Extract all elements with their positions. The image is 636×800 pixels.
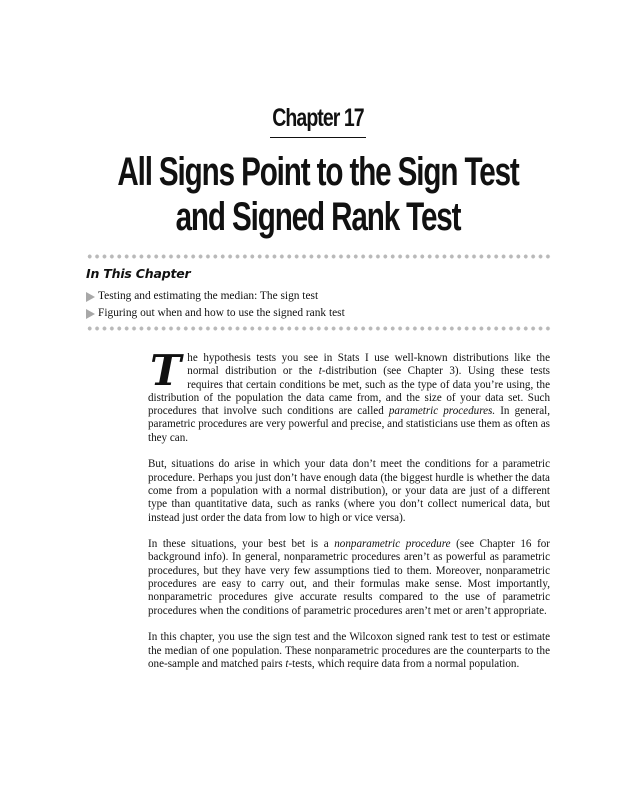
chapter-label: Chapter 17 bbox=[272, 104, 364, 132]
intro-paragraph-2: But, situations do arise in which your data don’t meet the conditions for a parametric procedure. Perhaps you just don’t have enough data (the biggest hurdle is whether the data come from a population with a normal distribution), or your data are just of a different type than quantitative data, such as ranks (where you don’t collect numerical data, but instead just order the data from low to high or vice versa). bbox=[148, 458, 550, 524]
italic-term: nonparametric procedure bbox=[334, 538, 451, 551]
chapter-title-line-2: and Signed Rank Test bbox=[175, 195, 461, 239]
chapter-title bbox=[0, 150, 636, 240]
intro-paragraph-1 bbox=[148, 346, 550, 445]
topic-text: Figuring out when and how to use the signed rank test bbox=[98, 307, 345, 319]
chapter-rule bbox=[270, 137, 366, 138]
list-item bbox=[86, 288, 345, 305]
intro-paragraph-3 bbox=[148, 538, 550, 618]
italic-term: t bbox=[285, 657, 289, 670]
text-run: In general, parametric procedures are very powerful and precise, and statisticians use them as often as they can. bbox=[148, 405, 550, 444]
triangle-bullet-icon bbox=[86, 309, 95, 319]
dotted-divider-bottom bbox=[86, 326, 552, 331]
text-run: (see Chapter 16 for background info). In general, nonparametric procedures aren’t as powerful as parametric procedures, but they have very few assumptions tied to them. Moreover, nonparametric procedures are easy to carry out, and their formulas make sense. Most importantly, nonparametric procedures give accurate results compared to the use of parametric procedures when the conditions of parametric procedures aren’t met or aren’t appropriate. bbox=[148, 538, 551, 617]
text-run: -tests, which require data from a normal population. bbox=[288, 657, 520, 670]
text-run: In these situations, your best bet is a bbox=[148, 538, 335, 551]
text-run: -distribution (see Chapter 3). Using these tests requires that certain conditions be met, such as the type of data you’re using, the distribution of the population the data came from, and the size of your data set. Such procedures that involve such conditions are called bbox=[148, 365, 550, 418]
triangle-bullet-icon bbox=[86, 292, 95, 302]
text-run: he hypothesis tests you see in Stats I use well-known distributions like the normal distribution or the bbox=[187, 352, 550, 378]
text-run: In this chapter, you use the sign test and the Wilcoxon signed rank test to test or estimate the median of one population. These nonparametric procedures are the counterparts to the one-sample and matched pairs bbox=[148, 631, 550, 670]
italic-term: parametric procedures. bbox=[388, 405, 496, 418]
chapter-topics-list bbox=[86, 288, 345, 322]
chapter-title-line-1: All Signs Point to the Sign Test bbox=[117, 150, 519, 194]
list-item bbox=[86, 305, 345, 322]
italic-term: t bbox=[318, 365, 322, 378]
drop-cap: T bbox=[150, 346, 182, 395]
intro-paragraph-4 bbox=[148, 631, 550, 671]
dotted-divider-top bbox=[86, 254, 552, 259]
in-this-chapter-heading: In This Chapter bbox=[86, 266, 191, 281]
topic-text: Testing and estimating the median: The sign test bbox=[98, 290, 319, 302]
chapter-intro-body bbox=[148, 346, 551, 684]
